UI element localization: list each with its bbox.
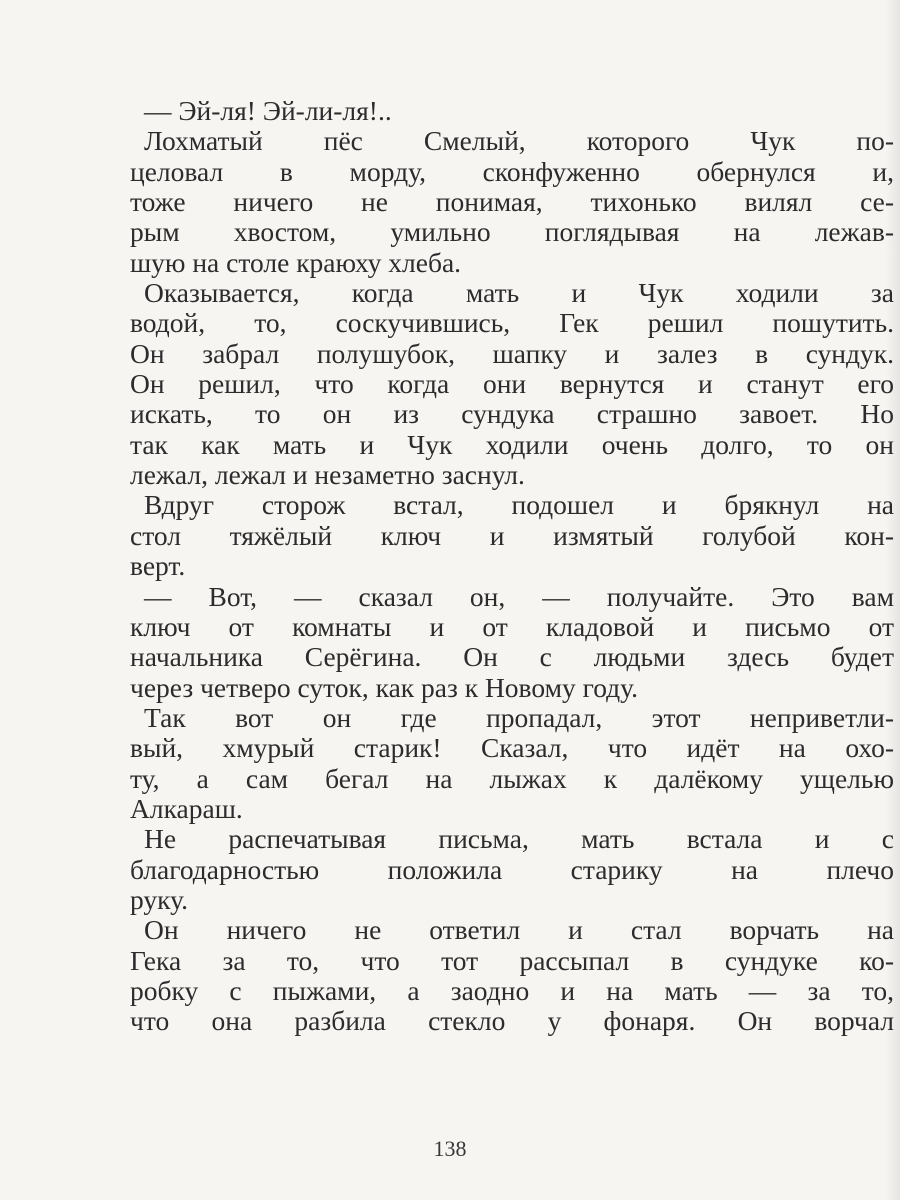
body-text (130, 96, 894, 1037)
text-line: ключ от комнаты и от кладовой и письмо от (130, 610, 894, 642)
text-line: водой, то, соскучившись, Гек решил пошутить. (130, 307, 894, 339)
text-line: Не распечатывая письма, мать встала и с (144, 823, 894, 855)
text-line: вый, хмурый старик! Сказал, что идёт на охо- (130, 732, 894, 764)
text-line: стол тяжёлый ключ и измятый голубой кон- (130, 519, 894, 551)
text-line: шую на столе краюху хлеба. (130, 246, 462, 278)
text-line: верт. (130, 550, 186, 582)
text-line: — Вот, — сказал он, — получайте. Это вам (144, 580, 894, 612)
text-line: рым хвостом, умильно поглядывая на лежав- (130, 216, 894, 248)
text-line: Он ничего не ответил и стал ворчать на (144, 914, 894, 946)
text-line: Он забрал полушубок, шапку и залез в сундук. (130, 337, 894, 369)
text-line: лежал, лежал и незаметно заснул. (130, 459, 525, 491)
page-number: 138 (433, 1136, 467, 1161)
text-line: через четверо суток, как раз к Новому году. (130, 671, 639, 703)
text-line: Оказывается, когда мать и Чук ходили за (144, 277, 894, 309)
text-line: — Эй-ля! Эй-ли-ля!.. (144, 95, 392, 126)
text-line: что она разбила стекло у фонаря. Он ворчал (130, 1005, 894, 1037)
text-line: Алкараш. (130, 792, 243, 824)
text-line: целовал в морду, сконфуженно обернулся и, (130, 155, 894, 187)
text-line: Вдруг сторож встал, подошел и брякнул на (144, 489, 894, 521)
text-line: начальника Серёгина. Он с людьми здесь будет (130, 641, 894, 673)
text-line: Он решил, что когда они вернутся и станут его (130, 368, 894, 400)
text-line: Лохматый пёс Смелый, которого Чук по- (144, 125, 894, 157)
text-line: так как мать и Чук ходили очень долго, то он (130, 428, 894, 460)
text-line: ту, а сам бегал на лыжах к далёкому ущелью (130, 762, 894, 794)
text-line: тоже ничего не понимая, тихонько вилял се- (130, 186, 894, 218)
text-line: благодарностью положила старику на плечо (130, 853, 894, 885)
text-line: Так вот он где пропадал, этот неприветли- (144, 701, 894, 733)
text-line: искать, то он из сундука страшно завоет. Но (130, 398, 894, 430)
text-line: Гека за то, что тот рассыпал в сундуке ко- (130, 944, 894, 976)
text-line: руку. (130, 883, 188, 915)
text-line: робку с пыжами, а заодно и на мать — за то, (130, 974, 894, 1006)
